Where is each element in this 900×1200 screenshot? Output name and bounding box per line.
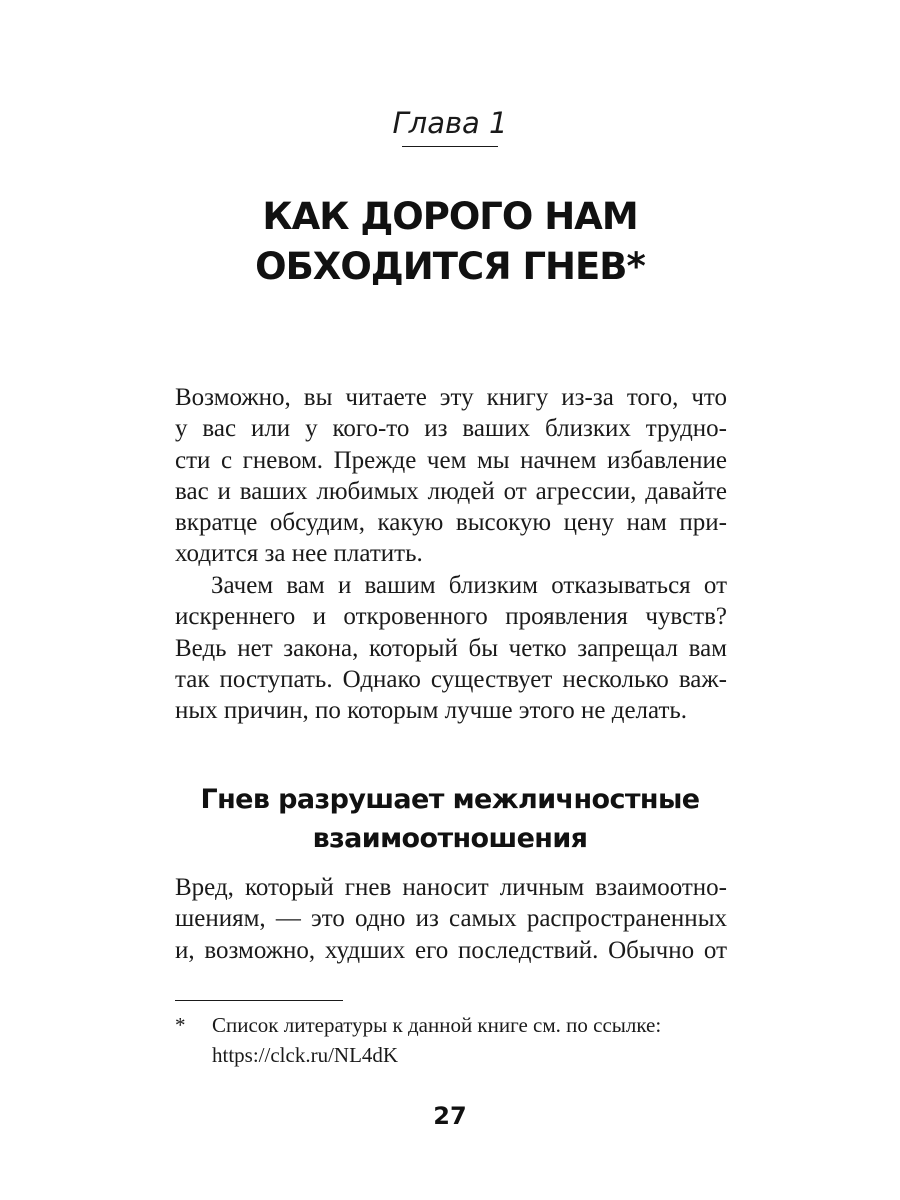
text-line: и, возможно, худших его последствий. Обычно от bbox=[175, 936, 727, 964]
section-heading bbox=[0, 780, 900, 858]
text-line: шениям, — это одно из самых распространенных bbox=[175, 905, 727, 933]
text-line: ходится за нее платить. bbox=[175, 540, 423, 568]
text-line: искреннего и откровенного проявления чувств? bbox=[175, 603, 727, 631]
text-line: Зачем вам и вашим близким отказываться от bbox=[211, 572, 727, 599]
text-line: вкратце обсудим, какую высокую цену нам при- bbox=[175, 509, 727, 537]
paragraph-section bbox=[175, 872, 727, 966]
footnote-separator bbox=[175, 1000, 343, 1001]
page-number: 27 bbox=[433, 1102, 467, 1130]
paragraph-reasons bbox=[175, 570, 727, 726]
paragraph-intro bbox=[175, 382, 727, 570]
text-line: вас и ваших любимых людей от агрессии, давайте bbox=[175, 477, 727, 505]
footnote bbox=[175, 1010, 727, 1070]
section-heading-line: Гнев разрушает межличностные bbox=[200, 784, 700, 815]
footnote-text bbox=[212, 1010, 727, 1070]
footnote-link: https://clck.ru/NL4dK bbox=[212, 1043, 399, 1067]
chapter-title bbox=[0, 192, 900, 292]
chapter-label-underline bbox=[402, 146, 498, 147]
section-heading-line: взаимоотношения bbox=[312, 823, 588, 854]
footnote-line: Список литературы к данной книге см. по ссылке: bbox=[212, 1013, 662, 1037]
text-line: так поступать. Однако существует несколько важ- bbox=[175, 665, 727, 693]
text-line: Ведь нет закона, который бы четко запрещал вам bbox=[175, 634, 727, 662]
text-line: Возможно, вы читаете эту книгу из-за того, что bbox=[175, 384, 727, 411]
text-line: сти с гневом. Прежде чем мы начнем избавление bbox=[175, 446, 727, 474]
chapter-label: Глава 1 bbox=[392, 106, 508, 140]
text-line: Вред, который гнев наносит личным взаимоотно- bbox=[175, 874, 727, 901]
text-line: у вас или у кого-то из ваших близких трудно- bbox=[175, 415, 727, 443]
footnote-marker: * bbox=[175, 1013, 186, 1037]
text-line: ных причин, по которым лучше этого не делать. bbox=[175, 697, 688, 725]
chapter-title-line: ОБХОДИТСЯ ГНЕВ* bbox=[255, 245, 645, 288]
chapter-title-line: КАК ДОРОГО НАМ bbox=[262, 195, 638, 238]
